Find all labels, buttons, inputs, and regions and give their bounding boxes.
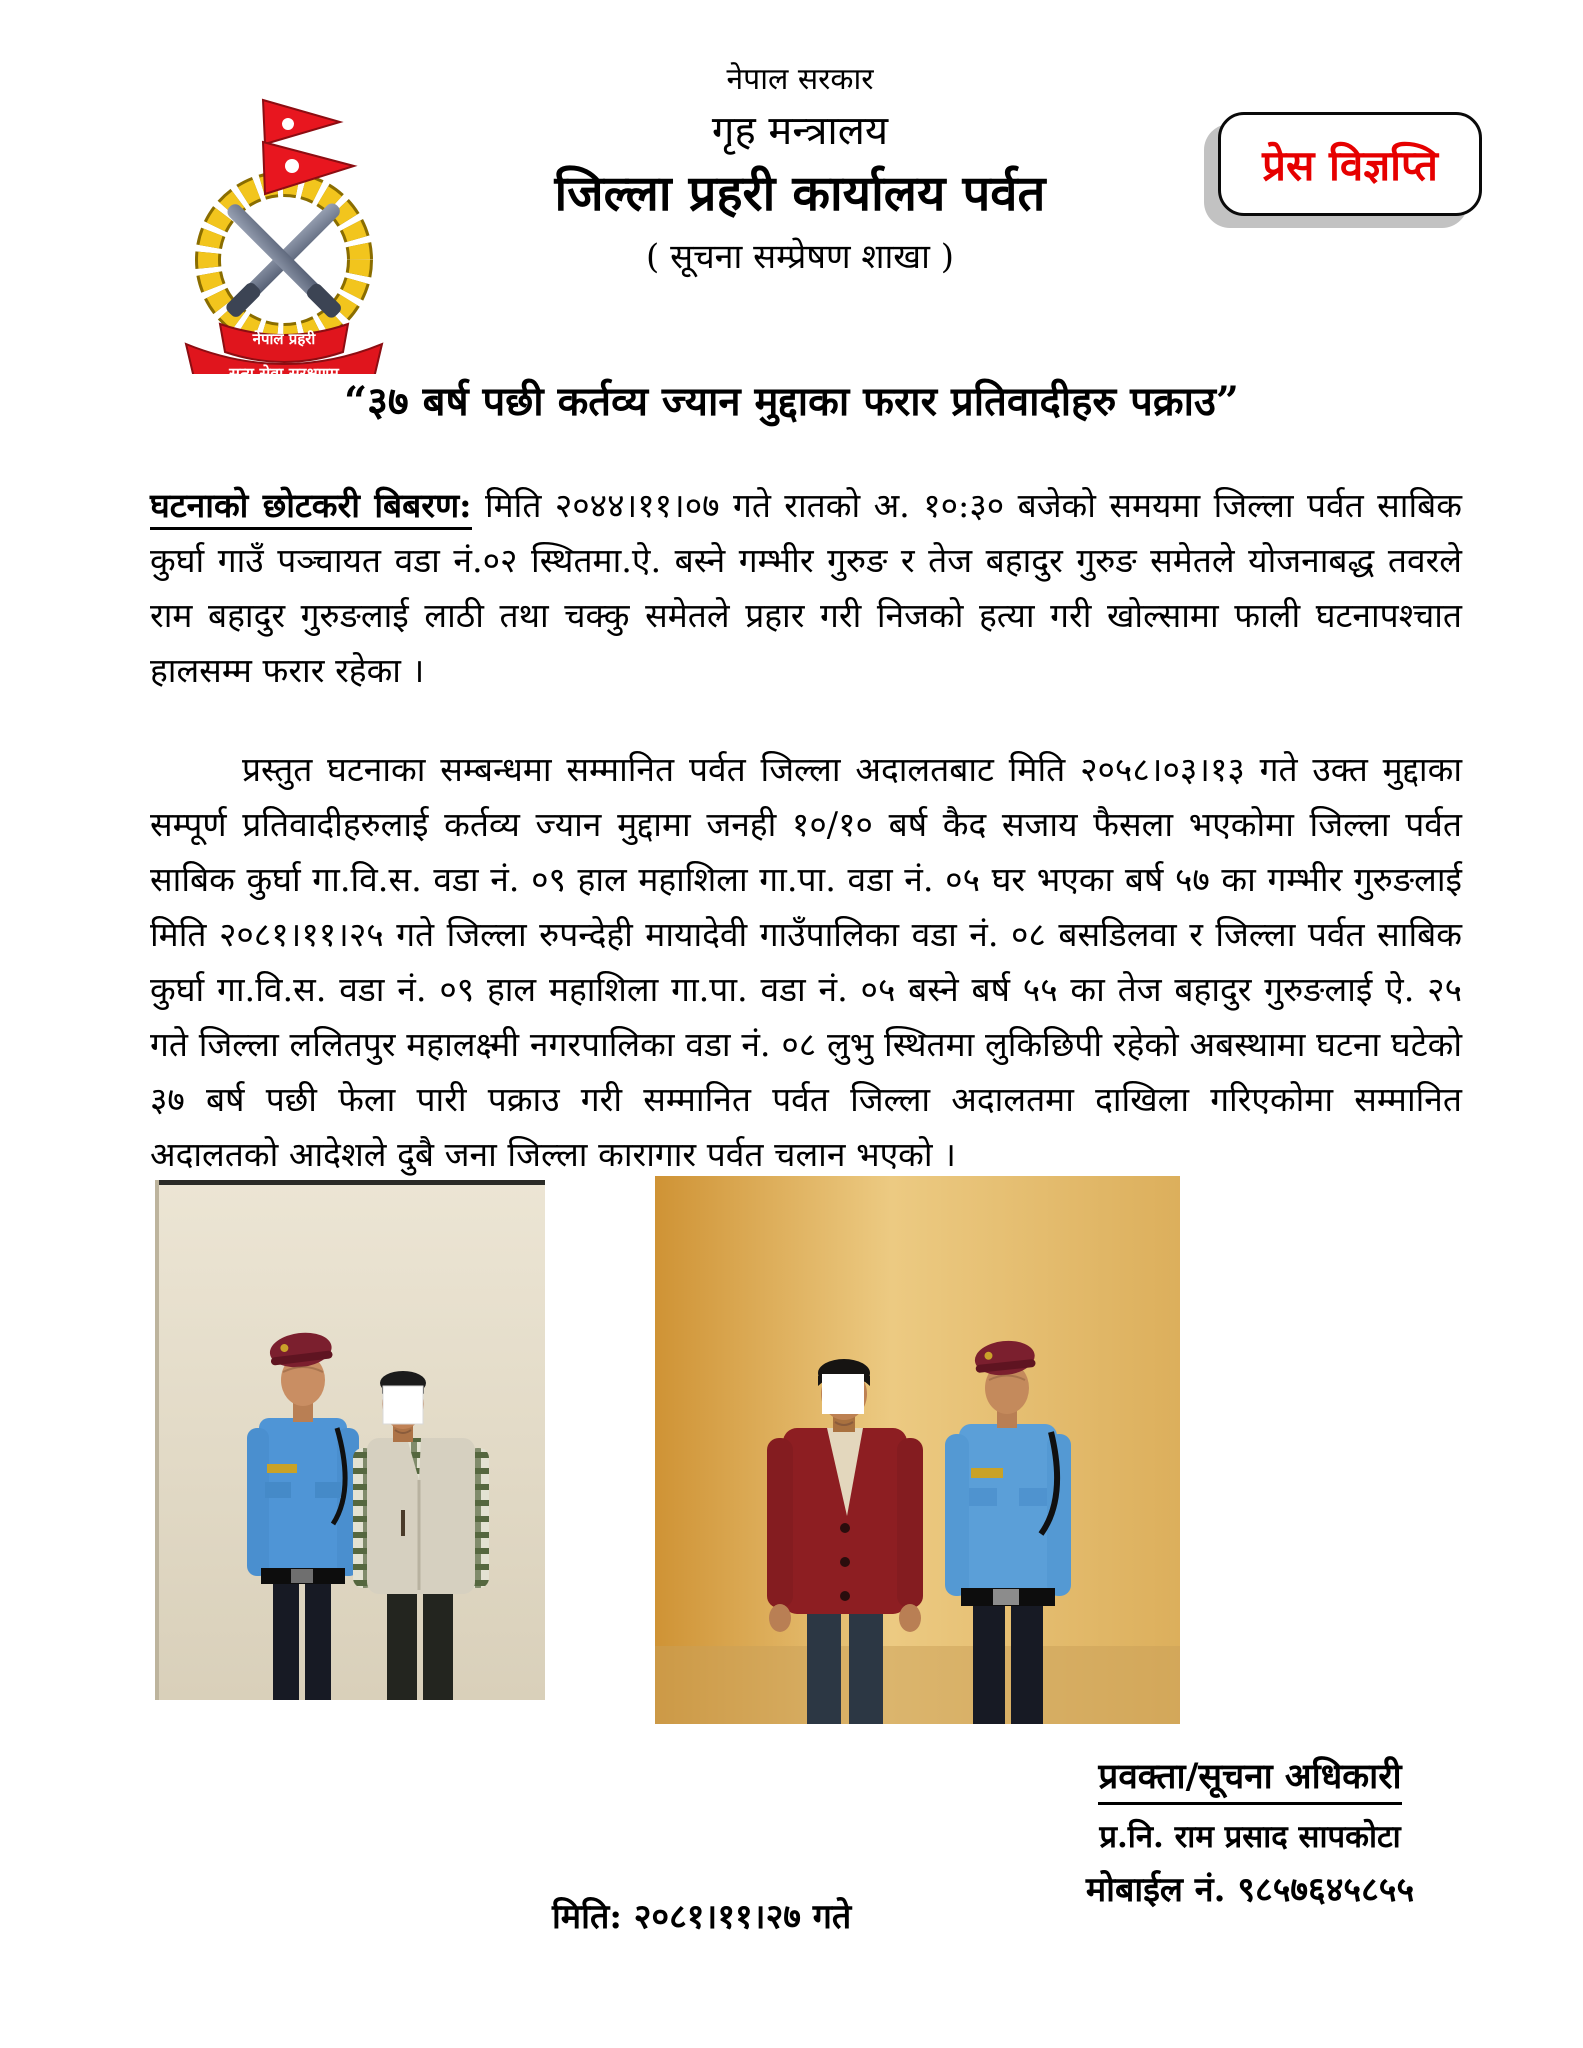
signature-block — [1035, 1752, 1465, 1911]
face-blur-box — [383, 1386, 423, 1424]
ministry-line: गृह मन्त्रालय — [711, 108, 889, 154]
paragraph-event-summary — [150, 478, 1462, 698]
nepal-flag-icon — [263, 100, 354, 194]
photo-arrested-person-2 — [655, 1176, 1180, 1724]
office-name: जिल्ला प्रहरी कार्यालय पर्वत — [554, 164, 1046, 222]
letterhead — [400, 58, 1200, 284]
spokesperson-name: प्र.नि. राम प्रसाद सापकोटा — [1099, 1819, 1401, 1855]
ribbon-banner — [186, 324, 382, 374]
paragraph-court-details: प्रस्तुत घटनाका सम्बन्धमा सम्मानित पर्वत जिल्ला अदालतबाट मिति २०५८।०३।१३ गते उक्त मुद्दाका सम्पूर्ण प्रतिवादीहरुलाई कर्तव्य ज्यान मुद्दामा जनही १०/१० बर्ष कैद सजाय फैसला भएकोमा जिल्ला पर्वत साबिक कुर्घा गा.वि.स. वडा नं. ०९ हाल महाशिला गा.पा. वडा नं. ०५ घर भएका बर्ष ५७ का गम्भीर गुरुङलाई मिति २०८१।११।२५ गते जिल्ला रुपन्देही मायादेवी गाउँपालिका वडा नं. ०८ बसडिलवा र जिल्ला पर्वत साबिक कुर्घा गा.वि.स. वडा नं. ०९ हाल महाशिला गा.पा. वडा नं. ०५ बस्ने बर्ष ५५ का तेज बहादुर गुरुङलाई ऐ. २५ गते जिल्ला ललितपुर महालक्ष्मी नगरपालिका वडा नं. ०८ लुभु स्थितमा लुकिछिपी रहेको अबस्थामा घटना घटेको ३७ बर्ष पछी फेला पारी पक्राउ गरी सम्मानित पर्वत जिल्ला अदालतमा दाखिला गरिएकोमा सम्मानित अदालतको आदेशले दुबै जना जिल्ला कारागार पर्वत चलान भएको । — [150, 750, 1462, 1174]
paragraph-1-text: मिति २०४४।११।०७ गते रातको अ. १०:३० बजेको समयमा जिल्ला पर्वत साबिक कुर्घा गाउँ पञ्चायत वडा नं.०२ स्थितमा.ऐ. बस्ने गम्भीर गुरुङ र तेज बहादुर गुरुङ समेतले योजनाबद्ध तवरले राम बहादुर गुरुङलाई लाठी तथा चक्कु समेतले प्रहार गरी निजको हत्या गरी खोल्सामा फाली घटनापश्चात हालसम्म फरार रहेका । — [150, 486, 1462, 690]
spokesperson-role: प्रवक्ता/सूचना अधिकारी — [1098, 1752, 1401, 1805]
branch-line: ( सूचना सम्प्रेषण शाखा ) — [646, 237, 954, 277]
government-line: नेपाल सरकार — [726, 62, 874, 97]
headline: “३७ बर्ष पछी कर्तव्य ज्यान मुद्दाका फरार प्रतिवादीहरु पक्राउ” — [344, 378, 1239, 425]
ribbon-top-label: नेपाल प्रहरी — [252, 330, 316, 348]
photo-arrested-person-1 — [155, 1180, 545, 1700]
ribbon-bottom-label: सत्य सेवा सुरक्षणम् — [229, 364, 339, 374]
spokesperson-mobile: मोबाईल नं. ९८५७६४५८५५ — [1085, 1870, 1415, 1910]
press-release-badge-label: प्रेस विज्ञप्ति — [1262, 140, 1438, 190]
nepal-police-emblem-icon — [168, 92, 400, 374]
emblem-svg — [168, 92, 400, 374]
issue-date: मिति: २०८१।११।२७ गते — [552, 1897, 852, 1937]
body-text — [150, 478, 1462, 1182]
press-release-badge — [1218, 112, 1482, 216]
paragraph-label: घटनाको छोटकरी बिबरण: — [150, 486, 472, 530]
face-blur-box — [822, 1374, 864, 1414]
